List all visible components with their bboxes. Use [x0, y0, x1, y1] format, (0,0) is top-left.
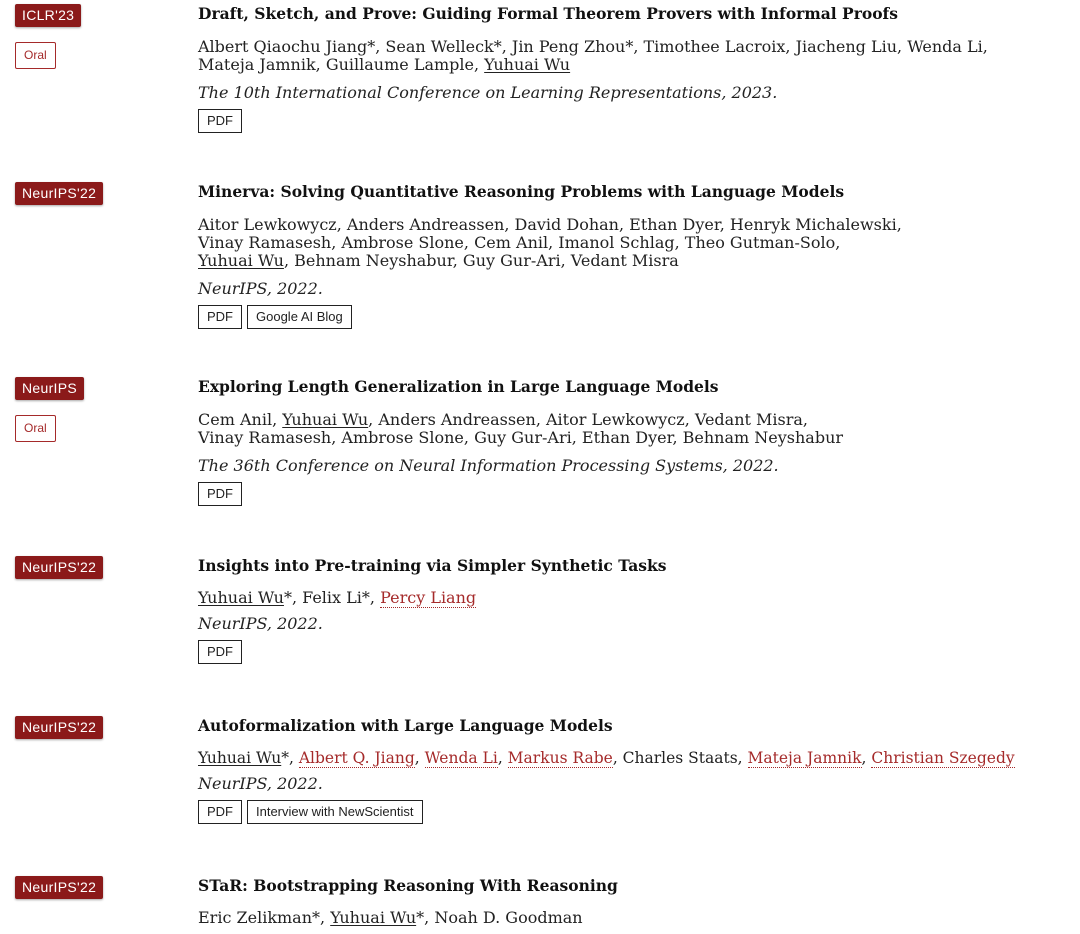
link-buttons — [198, 640, 1078, 664]
link-buttons — [198, 305, 1078, 329]
venue-citation: NeurIPS, 2022. — [198, 614, 323, 633]
coauthor-link[interactable]: Markus Rabe — [507, 749, 613, 767]
authors-text: , Charles Staats, — [612, 749, 748, 767]
author-list — [198, 411, 1078, 447]
author-self-link[interactable]: Yuhuai Wu — [484, 55, 571, 74]
authors-text: Albert Qiaochu Jiang*, Sean Welleck*, Jin Peng Zhou*, Timothee Lacroix, Jiacheng Liu, Wenda Li, — [198, 37, 988, 56]
publication-content — [198, 182, 1078, 329]
oral-badge: Oral — [15, 415, 56, 442]
paper-title: Insights into Pre-training via Simpler Synthetic Tasks — [198, 556, 667, 575]
paper-title: Draft, Sketch, and Prove: Guiding Formal Theorem Provers with Informal Proofs — [198, 4, 898, 23]
venue-citation: NeurIPS, 2022. — [198, 774, 323, 793]
venue-citation: The 36th Conference on Neural Information Processing Systems, 2022. — [198, 456, 779, 475]
coauthor-link[interactable]: Albert Q. Jiang — [298, 749, 415, 767]
link-buttons — [198, 109, 1078, 133]
authors-text: Cem Anil, — [198, 410, 283, 429]
badge-column — [15, 182, 165, 205]
venue-badge: NeurIPS'22 — [15, 182, 103, 205]
authors-text: , Behnam Neyshabur, Guy Gur-Ari, Vedant Misra — [283, 251, 679, 270]
author-self-link[interactable]: Yuhuai Wu — [198, 251, 284, 270]
author-self-link[interactable]: Yuhuai Wu — [198, 588, 284, 607]
authors-text: *, Felix Li*, — [283, 588, 381, 607]
paper-title: Exploring Length Generalization in Large Language Models — [198, 377, 719, 396]
venue-citation: NeurIPS, 2022. — [198, 279, 323, 298]
publication-content — [198, 377, 1078, 506]
paper-title: Minerva: Solving Quantitative Reasoning Problems with Language Models — [198, 182, 845, 201]
author-self-link[interactable]: Yuhuai Wu — [330, 908, 417, 927]
link-buttons — [198, 482, 1078, 506]
coauthor-link[interactable]: Mateja Jamnik — [747, 749, 862, 767]
venue-badge: NeurIPS'22 — [15, 556, 103, 579]
author-self-link[interactable]: Yuhuai Wu — [282, 410, 369, 429]
authors-text: , — [861, 749, 872, 767]
pdf-button[interactable]: PDF — [198, 109, 242, 133]
badge-column — [15, 716, 165, 739]
badge-column — [15, 4, 165, 69]
badge-column — [15, 377, 165, 442]
coauthor-link[interactable]: Wenda Li — [424, 749, 498, 767]
venue-badge: NeurIPS — [15, 377, 84, 400]
paper-title: Autoformalization with Large Language Models — [198, 716, 613, 735]
publication-content — [198, 716, 1078, 824]
publication-content — [198, 556, 1078, 664]
paper-title: STaR: Bootstrapping Reasoning With Reasoning — [198, 876, 618, 895]
authors-text: Eric Zelikman*, — [198, 908, 331, 927]
author-list — [198, 907, 1078, 929]
authors-text: *, — [281, 749, 299, 767]
publication-content — [198, 876, 1078, 929]
badge-column — [15, 876, 165, 899]
author-self-link[interactable]: Yuhuai Wu — [198, 749, 282, 767]
oral-badge: Oral — [15, 42, 56, 69]
author-list — [198, 587, 1078, 609]
link-buttons — [198, 800, 1078, 824]
authors-text: , — [497, 749, 508, 767]
authors-text: , Anders Andreassen, Aitor Lewkowycz, Vedant Misra, — [368, 410, 809, 429]
venue-citation: The 10th International Conference on Learning Representations, 2023. — [198, 83, 778, 102]
authors-text: Vinay Ramasesh, Ambrose Slone, Guy Gur-Ari, Ethan Dyer, Behnam Neyshabur — [198, 428, 844, 447]
authors-text: *, Noah D. Goodman — [416, 908, 583, 927]
pdf-button[interactable]: PDF — [198, 482, 242, 506]
authors-text: Aitor Lewkowycz, Anders Andreassen, David Dohan, Ethan Dyer, Henryk Michalewski, — [198, 215, 902, 234]
authors-text: Vinay Ramasesh, Ambrose Slone, Cem Anil, Imanol Schlag, Theo Gutman-Solo, — [198, 233, 841, 252]
interview-button[interactable]: Interview with NewScientist — [247, 800, 423, 824]
authors-text: Mateja Jamnik, Guillaume Lample, — [198, 55, 485, 74]
pdf-button[interactable]: PDF — [198, 800, 242, 824]
venue-badge: NeurIPS'22 — [15, 716, 103, 739]
blog-button[interactable]: Google AI Blog — [247, 305, 352, 329]
badge-column — [15, 556, 165, 579]
pdf-button[interactable]: PDF — [198, 640, 242, 664]
coauthor-link[interactable]: Percy Liang — [380, 588, 477, 607]
author-list — [198, 216, 1078, 270]
authors-text: , — [414, 749, 425, 767]
author-list — [198, 747, 1078, 769]
venue-badge: NeurIPS'22 — [15, 876, 103, 899]
pdf-button[interactable]: PDF — [198, 305, 242, 329]
publication-content — [198, 4, 1078, 133]
venue-badge: ICLR'23 — [15, 4, 81, 27]
author-list — [198, 38, 1078, 74]
coauthor-link[interactable]: Christian Szegedy — [871, 749, 1015, 767]
